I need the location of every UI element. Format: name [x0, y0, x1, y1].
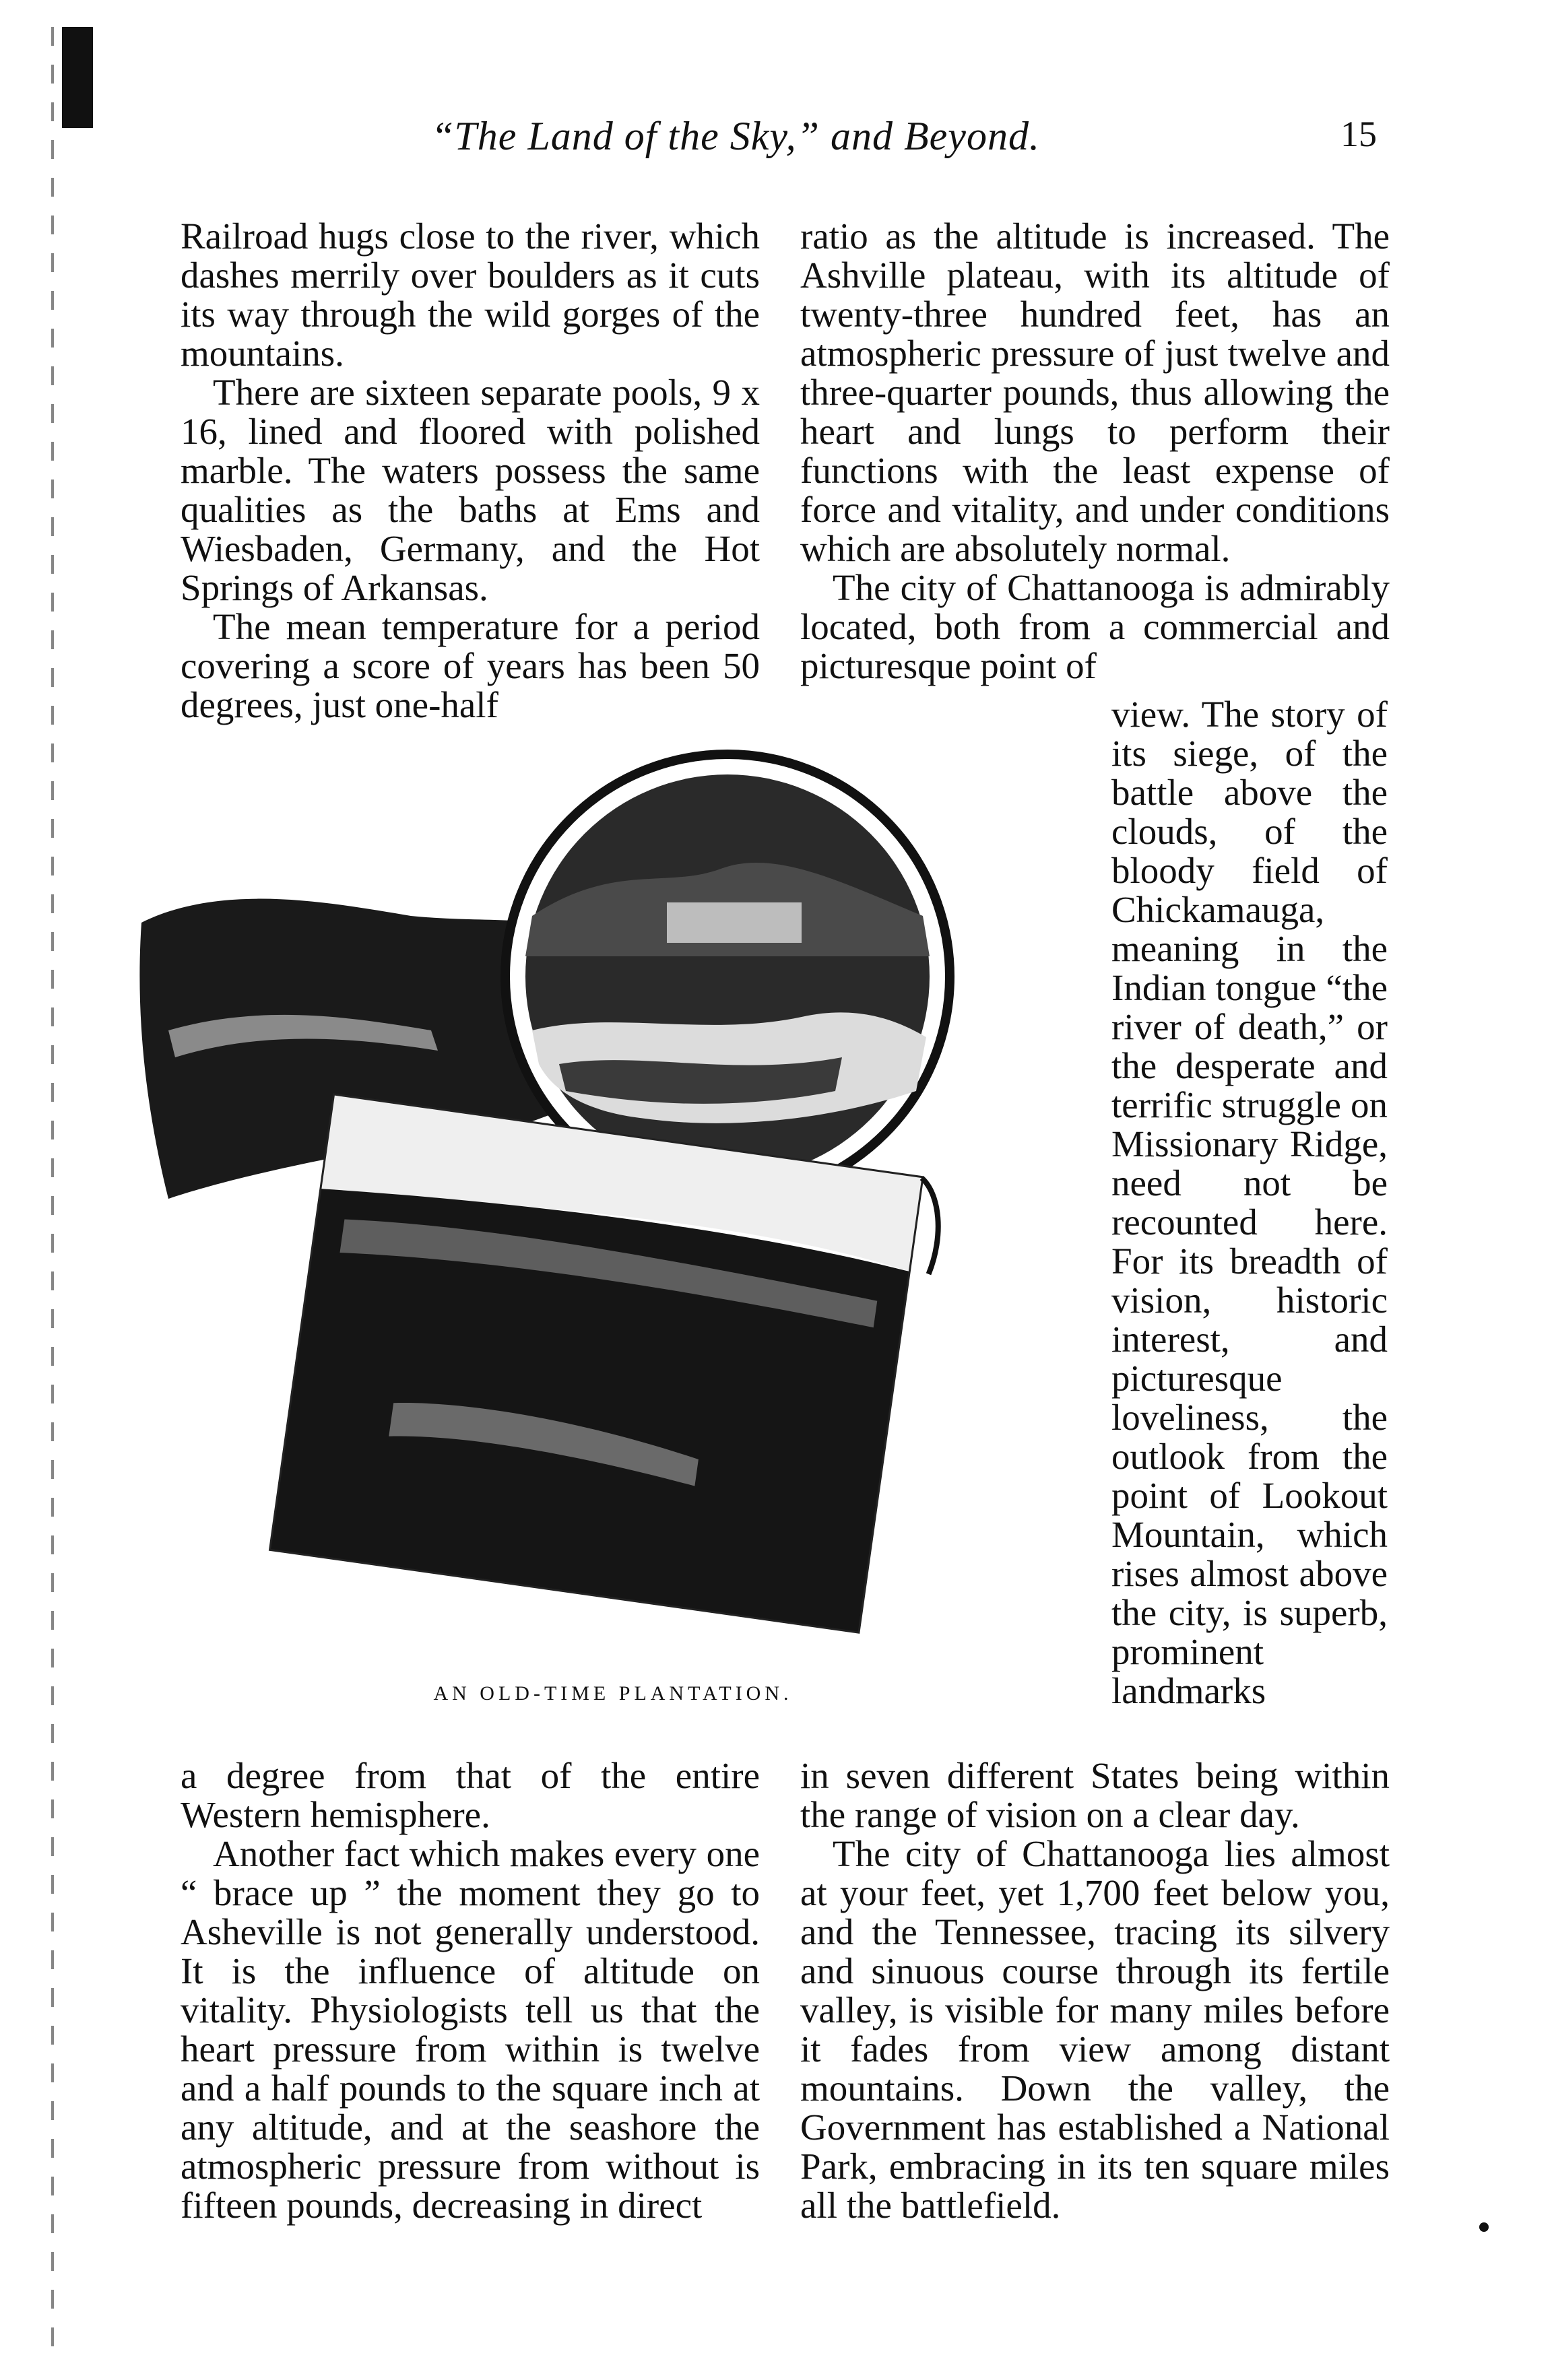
plantation-illustration — [128, 714, 1024, 1684]
paragraph: The city of Chattanooga lies almost at your feet, yet 1,700 feet below you, and the Tennessee, tracing its silvery and sinuous course through its fertile valley, is visible for many miles before it fades from view among distant mountains. Down the valley, the Government has established a National Park, embracing in its ten square miles all the battlefield. — [800, 1833, 1390, 2226]
page-edge-shadow — [51, 27, 54, 2357]
paragraph: Another fact which makes every one “ brace up ” the moment they go to Asheville is not generally understood. It is the influence of altitude on vitality. Physiologists tell us that the heart pressure from within is twelve and a half pounds to the square inch at any altitude, and at the seashore the atmospheric pressure from without is fifteen pounds, decreasing in direct — [181, 1833, 760, 2226]
paragraph: view. The story of its siege, of the battle above the clouds, of the bloody field of Chickamauga, meaning in the Indian tongue “the river of death,” or the desperate and terrific struggle on Missionary Ridge, need not be recounted here. For its breadth of vision, historic interest, and picturesque loveliness, the outlook from the point of Lookout Mountain, which rises almost above the city, is superb, prominent landmarks — [1111, 694, 1388, 1711]
left-column-bottom — [181, 1756, 760, 2225]
right-column-bottom — [800, 1756, 1390, 2225]
plantation-vignette — [271, 1096, 946, 1635]
paragraph: in seven different States being within the range of vision on a clear day. — [800, 1755, 1390, 1835]
page-number: 15 — [1340, 114, 1377, 154]
paragraph: The mean temperature for a period covering a score of years has been 50 degrees, just one-half — [181, 606, 760, 725]
paragraph: Railroad hugs close to the river, which dashes merrily over boulders as it cuts its way through the wild gorges of the mountains. — [181, 216, 760, 374]
paragraph: There are sixteen separate pools, 9 x 16, lined and floored with polished marble. The waters possess the same qualities as the baths at Ems and Wiesbaden, Germany, and the Hot Springs of Arkansas. — [181, 372, 760, 608]
ink-speck — [1479, 2222, 1489, 2232]
right-column-top — [800, 217, 1390, 686]
paragraph: ratio as the altitude is increased. The Ashville plateau, with its altitude of twenty-three hundred feet, has an atmospheric pressure of just twelve and three-quarter pounds, thus allowing the heart and lungs to perform their functions with the least expense of force and vitality, and under conditions which are absolutely normal. — [800, 216, 1390, 569]
left-column-top — [181, 217, 760, 725]
right-column-wrap — [1111, 695, 1388, 1711]
paragraph: a degree from that of the entire Western hemisphere. — [181, 1755, 760, 1835]
figure-caption: AN OLD-TIME PLANTATION. — [433, 1682, 793, 1705]
page-edge-mark — [62, 27, 93, 128]
running-header: “The Land of the Sky,” and Beyond. — [431, 114, 1040, 158]
paragraph: The city of Chattanooga is admirably located, both from a commercial and picturesque point of — [800, 567, 1390, 686]
